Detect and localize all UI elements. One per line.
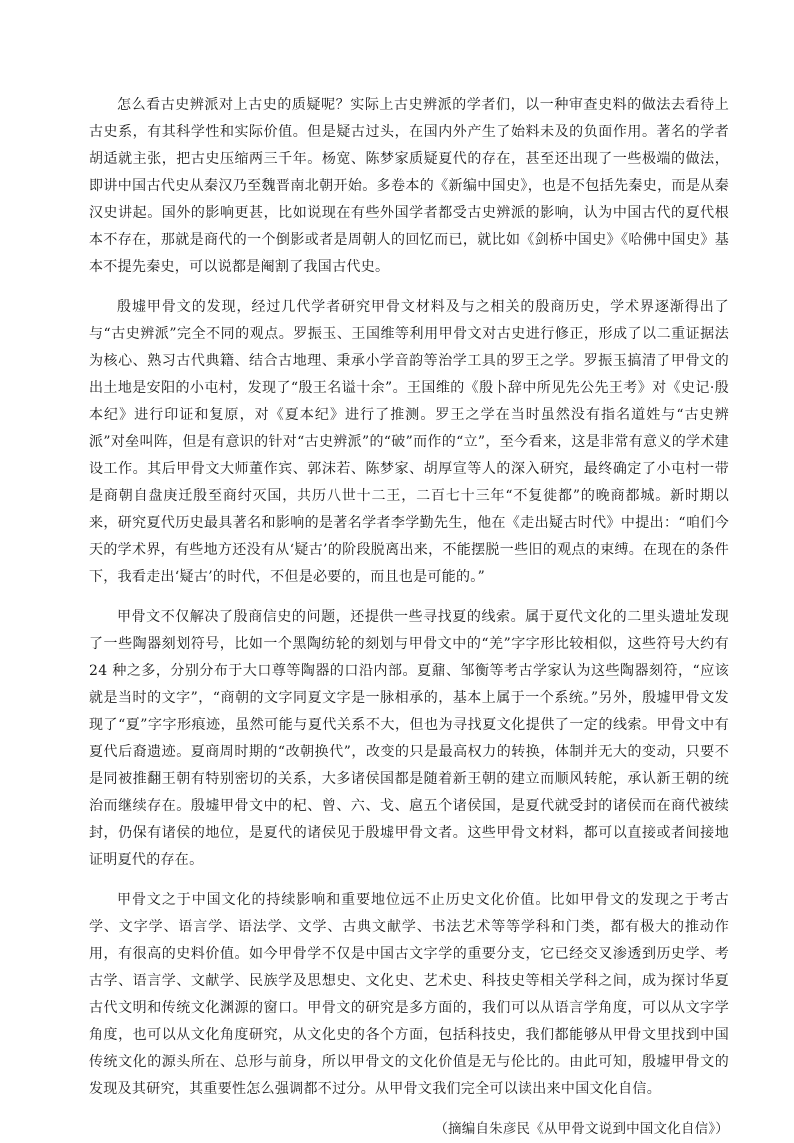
paragraph-1: 怎么看古史辨派对上古史的质疑呢？实际上古史辨派的学者们，以一种审查史料的做法去看待上古史系，有其科学性和实际价值。但是疑古过头，在国内外产生了始料未及的负面作用。著名的学者胡适就主张，把古史压缩两三千年。杨宽、陈梦家质疑夏代的存在，甚至还出现了一些极端的做法，即讲中国古代史从秦汉乃至魏晋南北朝开始。多卷本的《新编中国史》，也是不包括先秦史，而是从秦汉史讲起。国外的影响更甚，比如说现在有些外国学者都受古史辨派的影响，认为中国古代的夏代根本不存在，那就是商代的一个倒影或者是周朝人的回忆而已，就比如《剑桥中国史》《哈佛中国史》基本不提先秦史，可以说都是阉割了我国古代史。 — [89, 97, 729, 275]
paragraph-4: 甲骨文之于中国文化的持续影响和重要地位远不止历史文化价值。比如甲骨文的发现之于考古学、文字学、语言学、语法学、文学、古典文献学、书法艺术等等学科和门类，都有极大的推动作用，有很高的史料价值。如今甲骨学不仅是中国古文字学的重要分支，它已经交叉渗透到历史学、考古学、语言学、文献学、民族学及思想史、文化史、艺术史、科技史等相关学科之间，成为探讨华夏古代文明和传统文化渊源的窗口。甲骨文的研究是多方面的，我们可以从语言学角度，可以从文字学角度，也可以从文化角度研究，从文化史的各个方面，包括科技史，我们都能够从甲骨文里找到中国传统文化的源头所在、总形与前身，所以甲骨文的文化价值是无与伦比的。由此可知，殷墟甲骨文的发现及其研究，其重要性怎么强调都不过分。从甲骨文我们完全可以读出来中国文化自信。 — [89, 892, 729, 1097]
source-citation: （摘编自朱彦民《从甲骨文说到中国文化自信》） — [434, 1121, 729, 1137]
paragraph-3: 甲骨文不仅解决了殷商信史的问题，还提供一些寻找夏的线索。属于夏代文化的二里头遗址发现了一些陶器刻划符号，比如一个黑陶纺轮的刻划与甲骨文中的“羌”字字形比较相似，这些符号大约有 24 种之多，分别分布于大口尊等陶器的口沿内部。夏鼐、邹衡等考古学家认为这些陶器刻符，“应该就是当时的文字”，“商朝的文字同夏文字是一脉相承的，基本上属于一个系统。”另外，殷墟甲骨文发现了“夏”字字形痕迹，虽然可能与夏代关系不大，但也为寻找夏文化提供了一定的线索。甲骨文中有夏代后裔遗迹。夏商周时期的“改朝换代”，改变的只是最高权力的转换，体制并无大的变动，只要不是同被推翻王朝有特别密切的关系，大多诸侯国都是随着新王朝的建立而顺风转舵，承认新王朝的统治而继续存在。殷墟甲骨文中的杞、曾、六、戈、扈五个诸侯国，是夏代就受封的诸侯而在商代被续封，仍保有诸侯的地位，是夏代的诸侯见于殷墟甲骨文者。这些甲骨文材料，都可以直接或者间接地证明夏代的存在。 — [89, 609, 729, 868]
paragraph-2: 殷墟甲骨文的发现，经过几代学者研究甲骨文材料及与之相关的殷商历史，学术界逐渐得出了与“古史辨派”完全不同的观点。罗振玉、王国维等利用甲骨文对古史进行修正，形成了以二重证据法为核心、熟习古代典籍、结合古地理、秉承小学音韵等治学工具的罗王之学。罗振玉搞清了甲骨文的出土地是安阳的小屯村，发现了“殷王名谥十余”。王国维的《殷卜辞中所见先公先王考》对《史记·殷本纪》进行印证和复原，对《夏本纪》进行了推测。罗王之学在当时虽然没有指名道姓与“古史辨派”对垒叫阵，但是有意识的针对“古史辨派”的“破”而作的“立”，至今看来，这是非常有意义的学术建设工作。其后甲骨文大师董作宾、郭沫若、陈梦家、胡厚宣等人的深入研究，最终确定了小屯村一带是商朝自盘庚迁殷至商纣灭国，共历八世十二王，二百七十三年“不复徙都”的晚商都城。新时期以来，研究夏代历史最具著名和影响的是著名学者李学勤先生，他在《走出疑古时代》中提出：“咱们今天的学术界，有些地方还没有从‘疑古’的阶段脱离出来，不能摆脱一些旧的观点的束缚。在现在的条件下，我看走出‘疑古’的时代，不但是必要的，而且也是可能的。” — [89, 299, 729, 585]
article-body — [89, 92, 729, 1143]
